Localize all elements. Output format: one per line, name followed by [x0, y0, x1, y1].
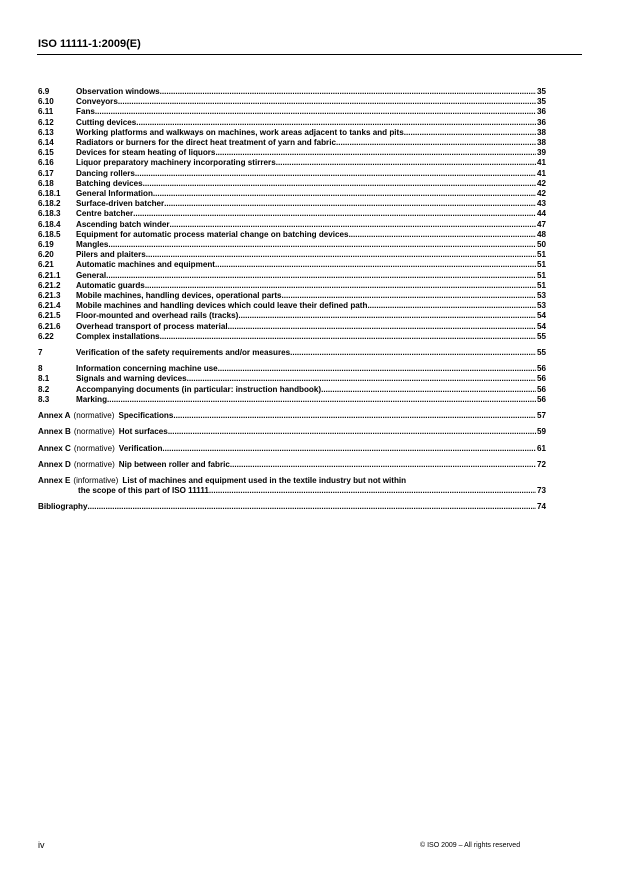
toc-entry[interactable] [38, 230, 546, 240]
toc-entry-number: 6.20 [38, 250, 54, 260]
toc-entry-page: 39 [536, 148, 546, 158]
toc-section-entries [38, 87, 546, 405]
toc-entry[interactable] [38, 189, 546, 199]
toc-entry-title: Conveyors [76, 97, 118, 107]
toc-entry-title: Signals and warning devices [76, 374, 187, 384]
toc-entry-title: Complex installations [76, 331, 160, 341]
toc-dot-leader [118, 97, 536, 107]
toc-entry[interactable] [38, 87, 546, 97]
toc-entry-page: 36 [536, 117, 546, 127]
toc-entry-number: 6.21.4 [38, 301, 61, 311]
toc-annex-type: (informative) [73, 475, 119, 485]
toc-entry-number: 8 [38, 364, 43, 374]
toc-entry-title: Cutting devices [76, 117, 137, 127]
toc-entry-number: 8.1 [38, 374, 50, 384]
toc-annex-label: Annex A [38, 411, 71, 421]
toc-entry[interactable] [38, 311, 546, 321]
toc-entry-page: 44 [536, 209, 546, 219]
toc-entry-title: Accompanying documents (in particular: instruction handbook) [76, 384, 322, 394]
toc-annex-entry[interactable] [38, 460, 546, 470]
toc-entry-page: 36 [536, 107, 546, 117]
toc-entry-page: 35 [536, 87, 546, 96]
toc-entry-page: 54 [536, 311, 546, 321]
toc-entry[interactable] [38, 385, 546, 395]
toc-entry-page: 61 [536, 443, 546, 453]
toc-entry-title: Liquor preparatory machinery incorporating stirrers [76, 158, 276, 168]
toc-entry-number: 6.22 [38, 331, 54, 341]
toc-entry-page: 51 [536, 250, 546, 260]
toc-entry-title: Mobile machines and handling devices which could leave their defined path [76, 301, 368, 311]
toc-entry[interactable] [38, 97, 546, 107]
toc-entry-number: 6.21.2 [38, 280, 61, 290]
toc-dot-leader [136, 118, 536, 128]
toc-dot-leader [107, 395, 536, 405]
toc-entry-number: 6.11 [38, 107, 54, 117]
toc-dot-leader [230, 460, 536, 470]
toc-dot-leader [228, 322, 536, 332]
toc-entry-page: 72 [536, 459, 546, 469]
toc-entry-page: 35 [536, 97, 546, 107]
toc-entry-title: Specifications [118, 411, 174, 421]
toc-entry-number: 6.18.1 [38, 189, 61, 199]
toc-entry-number: 6.9 [38, 87, 50, 96]
toc-entry-title: Radiators or burners for the direct heat treatment of yarn and fabric [76, 138, 336, 148]
toc-entry[interactable] [38, 322, 546, 332]
toc-entry-title: Pilers and plaiters [76, 250, 146, 260]
toc-entry-title-continued: the scope of this part of ISO 11111 [78, 486, 209, 496]
toc-entry-title: Batching devices [76, 178, 143, 188]
toc-entry-title: Nip between roller and fabric [118, 459, 230, 469]
toc-entry[interactable] [38, 301, 546, 311]
toc-entry-page: 42 [536, 189, 546, 199]
toc-entry[interactable] [38, 158, 546, 168]
toc-entry-title: Surface-driven batcher [76, 199, 165, 209]
toc-entry-number: 6.21.1 [38, 270, 61, 280]
toc-entry-page: 73 [536, 486, 546, 496]
toc-annex-entry[interactable] [38, 444, 546, 454]
toc-dot-leader [164, 199, 536, 209]
toc-entry-number: 6.13 [38, 127, 54, 137]
toc-entry[interactable] [38, 128, 546, 138]
toc-entry-number: 6.15 [38, 148, 54, 158]
toc-entry-title: Observation windows [76, 87, 160, 96]
toc-entry-number: 6.18.3 [38, 209, 61, 219]
toc-entry-number: 6.21.5 [38, 311, 61, 321]
toc-entry-number: 6.21.6 [38, 321, 61, 331]
toc-dot-leader [162, 444, 536, 454]
toc-annex-label: Annex E [38, 475, 71, 485]
toc-entry[interactable] [38, 281, 546, 291]
toc-entry-page: 56 [536, 374, 546, 384]
toc-entry-page: 47 [536, 219, 546, 229]
toc-entry[interactable] [38, 169, 546, 179]
toc-entry[interactable] [38, 118, 546, 128]
toc-entry[interactable] [38, 138, 546, 148]
toc-dot-leader [160, 332, 536, 342]
toc-annex-type: (normative) [73, 459, 115, 469]
toc-entry-number: 6.17 [38, 168, 54, 178]
toc-annex-entry-continuation[interactable] [38, 486, 546, 496]
toc-dot-leader [173, 411, 536, 421]
toc-dot-leader [209, 486, 536, 496]
toc-entry-page: 48 [536, 229, 546, 239]
toc-entry-page: 43 [536, 199, 546, 209]
toc-annex-label: Annex B [38, 427, 71, 437]
toc-entry-number: 6.21 [38, 260, 54, 270]
toc-annex-type: (normative) [73, 443, 115, 453]
page-number: iv [38, 840, 45, 850]
toc-entry[interactable] [38, 332, 546, 342]
toc-dot-leader [170, 220, 536, 230]
toc-annex-label: Annex D [38, 459, 71, 469]
toc-entry-title: Devices for steam heating of liquors [76, 148, 216, 158]
toc-entry-title: Overhead transport of process material [76, 321, 228, 331]
toc-entry-title: Floor-mounted and overhead rails (tracks) [76, 311, 239, 321]
toc-dot-leader [218, 364, 536, 374]
toc-dot-leader [349, 230, 536, 240]
toc-entry[interactable] [38, 348, 546, 358]
toc-entry-page: 56 [536, 394, 546, 404]
toc-entry-title: General [76, 270, 107, 280]
toc-entry[interactable] [38, 148, 546, 158]
toc-annex-type: (normative) [73, 427, 115, 437]
toc-annexes [38, 411, 546, 496]
toc-entry[interactable] [38, 220, 546, 230]
toc-entry-title: Equipment for automatic process material change on batching devices [76, 229, 349, 239]
toc-dot-leader [146, 250, 536, 260]
toc-annex-entry[interactable] [38, 476, 546, 486]
toc-entry-page: 53 [536, 301, 546, 311]
toc-entry-title: Automatic machines and equipment [76, 260, 215, 270]
copyright-notice: © ISO 2009 – All rights reserved [420, 842, 521, 849]
toc-dot-leader [276, 158, 536, 168]
toc-entry-page: 51 [536, 260, 546, 270]
table-of-contents [38, 87, 546, 513]
toc-entry-number: 6.18.2 [38, 199, 61, 209]
toc-dot-leader [160, 87, 536, 97]
toc-entry[interactable] [38, 271, 546, 281]
toc-entry[interactable] [38, 395, 546, 405]
toc-entry-page: 41 [536, 168, 546, 178]
toc-dot-leader [168, 427, 536, 437]
toc-entry[interactable] [38, 209, 546, 219]
toc-entry-title: Mobile machines, handling devices, operational parts [76, 291, 282, 301]
toc-dot-leader [145, 281, 536, 291]
toc-dot-leader [336, 138, 536, 148]
toc-entry-title: Dancing rollers [76, 168, 135, 178]
toc-dot-leader [321, 385, 536, 395]
toc-annex-label: Annex C [38, 443, 71, 453]
toc-entry-title: Ascending batch winder [76, 219, 170, 229]
toc-entry-page: 57 [536, 411, 546, 421]
toc-entry-number: 6.18.5 [38, 229, 61, 239]
toc-annex-entry[interactable] [38, 411, 546, 421]
toc-entry-number: 6.16 [38, 158, 54, 168]
toc-entry-number: 6.10 [38, 97, 54, 107]
toc-dot-leader [133, 209, 536, 219]
toc-dot-leader [215, 260, 536, 270]
toc-entry[interactable] [38, 240, 546, 250]
toc-dot-leader [215, 148, 536, 158]
toc-entry-title: Automatic guards [76, 280, 145, 290]
toc-entry-page: 51 [536, 280, 546, 290]
toc-entry-title: Verification of the safety requirements and/or measures [76, 348, 291, 358]
toc-entry-page: 38 [536, 138, 546, 148]
toc-entry-page: 50 [536, 240, 546, 250]
toc-entry[interactable] [38, 374, 546, 384]
toc-entry-title: Fans [76, 107, 95, 117]
header-rule [37, 54, 582, 55]
toc-entry-title: Centre batcher [76, 209, 134, 219]
toc-entry-page: 54 [536, 321, 546, 331]
toc-entry-title: Marking [76, 394, 108, 404]
toc-entry-title: Bibliography [38, 502, 88, 512]
toc-dot-leader [106, 271, 536, 281]
toc-entry-number: 6.18 [38, 178, 54, 188]
toc-entry-title: Information concerning machine use [76, 364, 218, 374]
toc-annex-entry[interactable] [38, 427, 546, 437]
toc-entry-title: Working platforms and walkways on machines, work areas adjacent to tanks and pits [76, 127, 404, 137]
toc-dot-leader [367, 301, 536, 311]
toc-entry[interactable] [38, 260, 546, 270]
toc-entry-page: 38 [536, 127, 546, 137]
toc-dot-leader [238, 311, 536, 321]
toc-dot-leader [108, 240, 536, 250]
toc-entry-page: 56 [536, 364, 546, 374]
toc-entry-title: Verification [118, 443, 163, 453]
toc-dot-leader [87, 502, 536, 512]
toc-entry-title: General Information [76, 189, 153, 199]
toc-entry-bibliography[interactable] [38, 502, 546, 512]
toc-entry-page: 55 [536, 331, 546, 341]
toc-entry-number: 6.18.4 [38, 219, 61, 229]
toc-entry-number: 6.21.3 [38, 291, 61, 301]
toc-entry-page: 74 [536, 502, 546, 512]
document-header: ISO 11111-1:2009(E) [38, 38, 141, 50]
toc-entry-number: 7 [38, 348, 43, 358]
toc-entry-number: 6.19 [38, 240, 54, 250]
toc-dot-leader [153, 189, 536, 199]
toc-entry-title: Mangles [76, 240, 109, 250]
toc-dot-leader [290, 348, 536, 358]
toc-dot-leader [404, 128, 536, 138]
toc-dot-leader [143, 179, 536, 189]
toc-entry-page: 55 [536, 348, 546, 358]
toc-entry-page: 56 [536, 384, 546, 394]
toc-annex-type: (normative) [73, 411, 115, 421]
toc-entry[interactable] [38, 250, 546, 260]
toc-dot-leader [282, 291, 536, 301]
toc-entry-page: 42 [536, 178, 546, 188]
toc-entry-page: 59 [536, 427, 546, 437]
toc-entry[interactable] [38, 364, 546, 374]
toc-entry-page: 51 [536, 270, 546, 280]
toc-dot-leader [135, 169, 536, 179]
toc-entry-number: 8.2 [38, 384, 50, 394]
toc-entry-page: 53 [536, 291, 546, 301]
toc-entry-page: 41 [536, 158, 546, 168]
toc-entry[interactable] [38, 199, 546, 209]
toc-dot-leader [187, 374, 536, 384]
toc-entry[interactable] [38, 291, 546, 301]
toc-entry-number: 8.3 [38, 394, 50, 404]
toc-entry-title: List of machines and equipment used in the textile industry but not within [122, 475, 407, 485]
toc-dot-leader [95, 107, 536, 117]
toc-entry[interactable] [38, 179, 546, 189]
toc-entry-number: 6.12 [38, 117, 54, 127]
toc-entry[interactable] [38, 107, 546, 117]
toc-entry-number: 6.14 [38, 138, 54, 148]
toc-entry-title: Hot surfaces [118, 427, 168, 437]
